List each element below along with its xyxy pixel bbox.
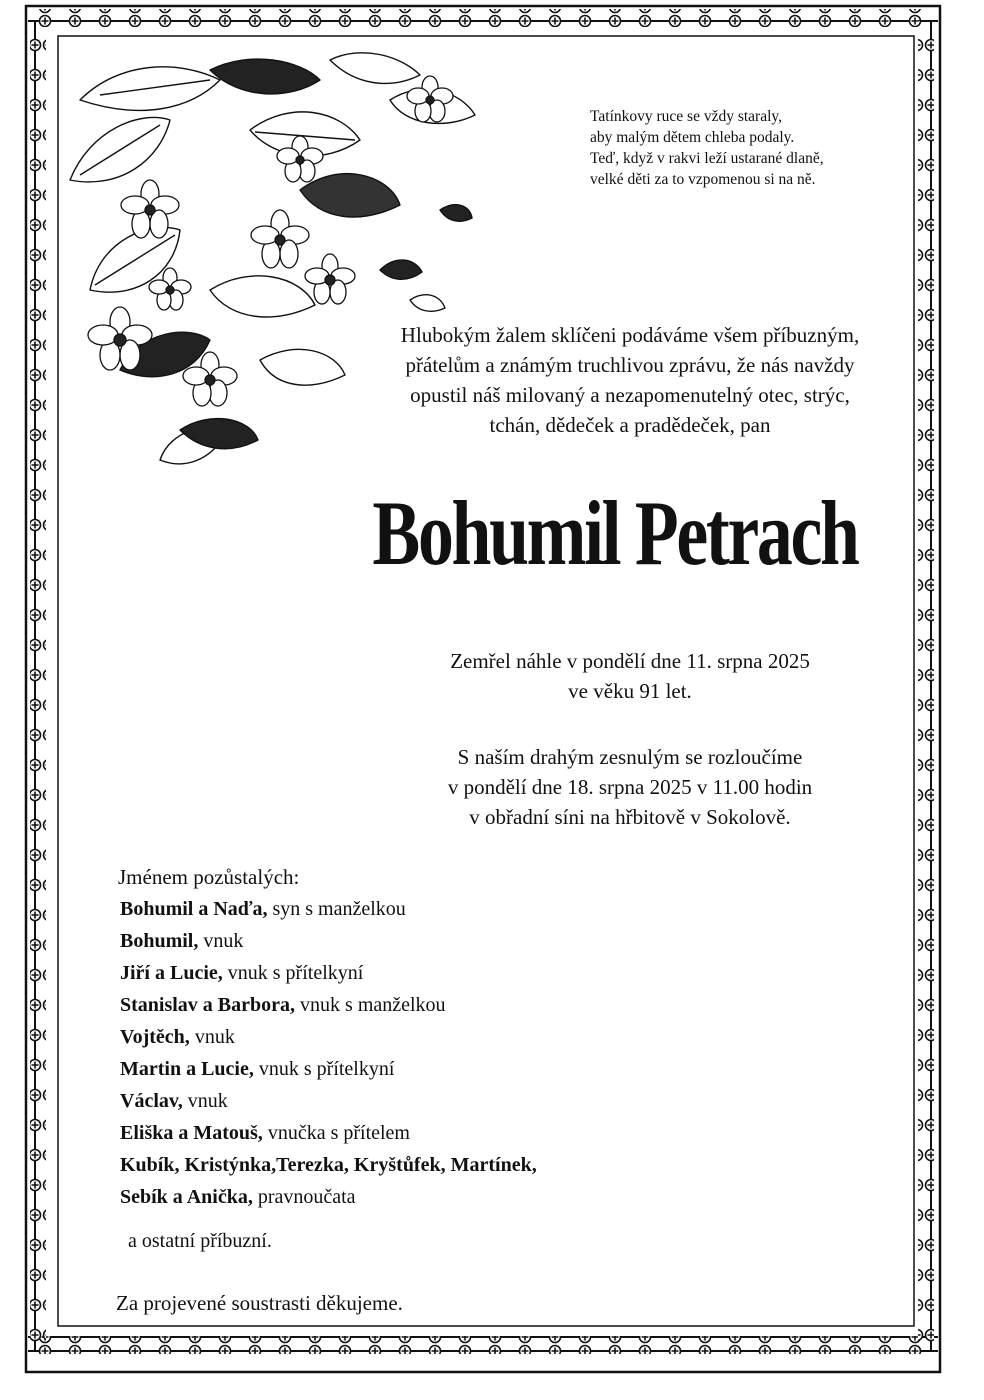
poem-line: Tatínkovy ruce se vždy staraly, bbox=[590, 108, 783, 125]
mourner-relation: pravnoučata bbox=[252, 1186, 356, 1208]
mourner-row bbox=[120, 926, 537, 958]
mourner-names: Jiří a Lucie, bbox=[120, 962, 223, 984]
mourner-relation: vnuk bbox=[182, 1090, 228, 1112]
mourner-row bbox=[120, 894, 537, 926]
other-relatives: a ostatní příbuzní. bbox=[128, 1230, 272, 1252]
mourner-names: Václav, bbox=[120, 1090, 183, 1112]
funeral-info-line: S naším drahým zesnulým se rozloučíme bbox=[457, 745, 803, 769]
mourner-row bbox=[120, 1118, 537, 1150]
announcement-line: Hlubokým žalem sklíčeni podáváme všem příbuzným, bbox=[400, 323, 860, 347]
announcement-line: tchán, dědeček a pradědeček, pan bbox=[489, 413, 771, 437]
mourner-relation: vnuk s manželkou bbox=[295, 994, 446, 1016]
mourner-relation: syn s manželkou bbox=[267, 898, 406, 920]
mourner-names: Vojtěch, bbox=[120, 1026, 190, 1048]
mourner-names: Bohumil, bbox=[120, 930, 199, 952]
announcement-line: opustil náš milovaný a nezapomenutelný otec, strýc, bbox=[410, 383, 850, 407]
funeral-info bbox=[330, 742, 930, 832]
poem-line: aby malým dětem chleba podaly. bbox=[590, 129, 795, 146]
mourner-names: Kubík, Kristýnka,Terezka, Kryštůfek, Martínek, bbox=[120, 1154, 537, 1176]
mourner-names: Martin a Lucie, bbox=[120, 1058, 254, 1080]
death-info bbox=[330, 646, 930, 706]
announcement bbox=[330, 320, 930, 440]
poem bbox=[590, 106, 910, 190]
mourner-row bbox=[120, 1182, 537, 1214]
funeral-info-line: v pondělí dne 18. srpna 2025 v 11.00 hodin bbox=[447, 775, 813, 799]
mourner-names: Bohumil a Naďa, bbox=[120, 898, 268, 920]
mourners-list bbox=[120, 894, 537, 1214]
mourner-names: Eliška a Matouš, bbox=[120, 1122, 263, 1144]
mourner-names: Stanislav a Barbora, bbox=[120, 994, 296, 1016]
poem-line: Teď, když v rakvi leží ustarané dlaně, bbox=[590, 150, 824, 167]
thanks-line: Za projevené soustrasti děkujeme. bbox=[116, 1291, 403, 1315]
death-info-line: Zemřel náhle v pondělí dne 11. srpna 2025 bbox=[450, 649, 810, 673]
mourners-heading: Jménem pozůstalých: bbox=[118, 865, 300, 889]
death-info-line: ve věku 91 let. bbox=[568, 679, 692, 703]
poem-line: velké děti za to vzpomenou si na ně. bbox=[590, 171, 816, 188]
deceased-name: Bohumil Petrach bbox=[372, 482, 858, 584]
announcement-line: přátelům a známým truchlivou zprávu, že nás navždy bbox=[405, 353, 855, 377]
mourner-relation: vnuk bbox=[189, 1026, 235, 1048]
mourner-row bbox=[120, 1150, 537, 1182]
mourner-relation: vnuk s přítelkyní bbox=[222, 962, 364, 984]
mourner-row bbox=[120, 1022, 537, 1054]
mourner-relation: vnuk bbox=[198, 930, 244, 952]
mourner-row bbox=[120, 1086, 537, 1118]
mourner-names: Sebík a Anička, bbox=[120, 1186, 253, 1208]
mourner-row bbox=[120, 1054, 537, 1086]
mourner-relation: vnučka s přítelem bbox=[262, 1122, 410, 1144]
funeral-info-line: v obřadní síni na hřbitově v Sokolově. bbox=[469, 805, 791, 829]
mourner-row bbox=[120, 958, 537, 990]
mourner-relation: vnuk s přítelkyní bbox=[253, 1058, 395, 1080]
mourner-row bbox=[120, 990, 537, 1022]
